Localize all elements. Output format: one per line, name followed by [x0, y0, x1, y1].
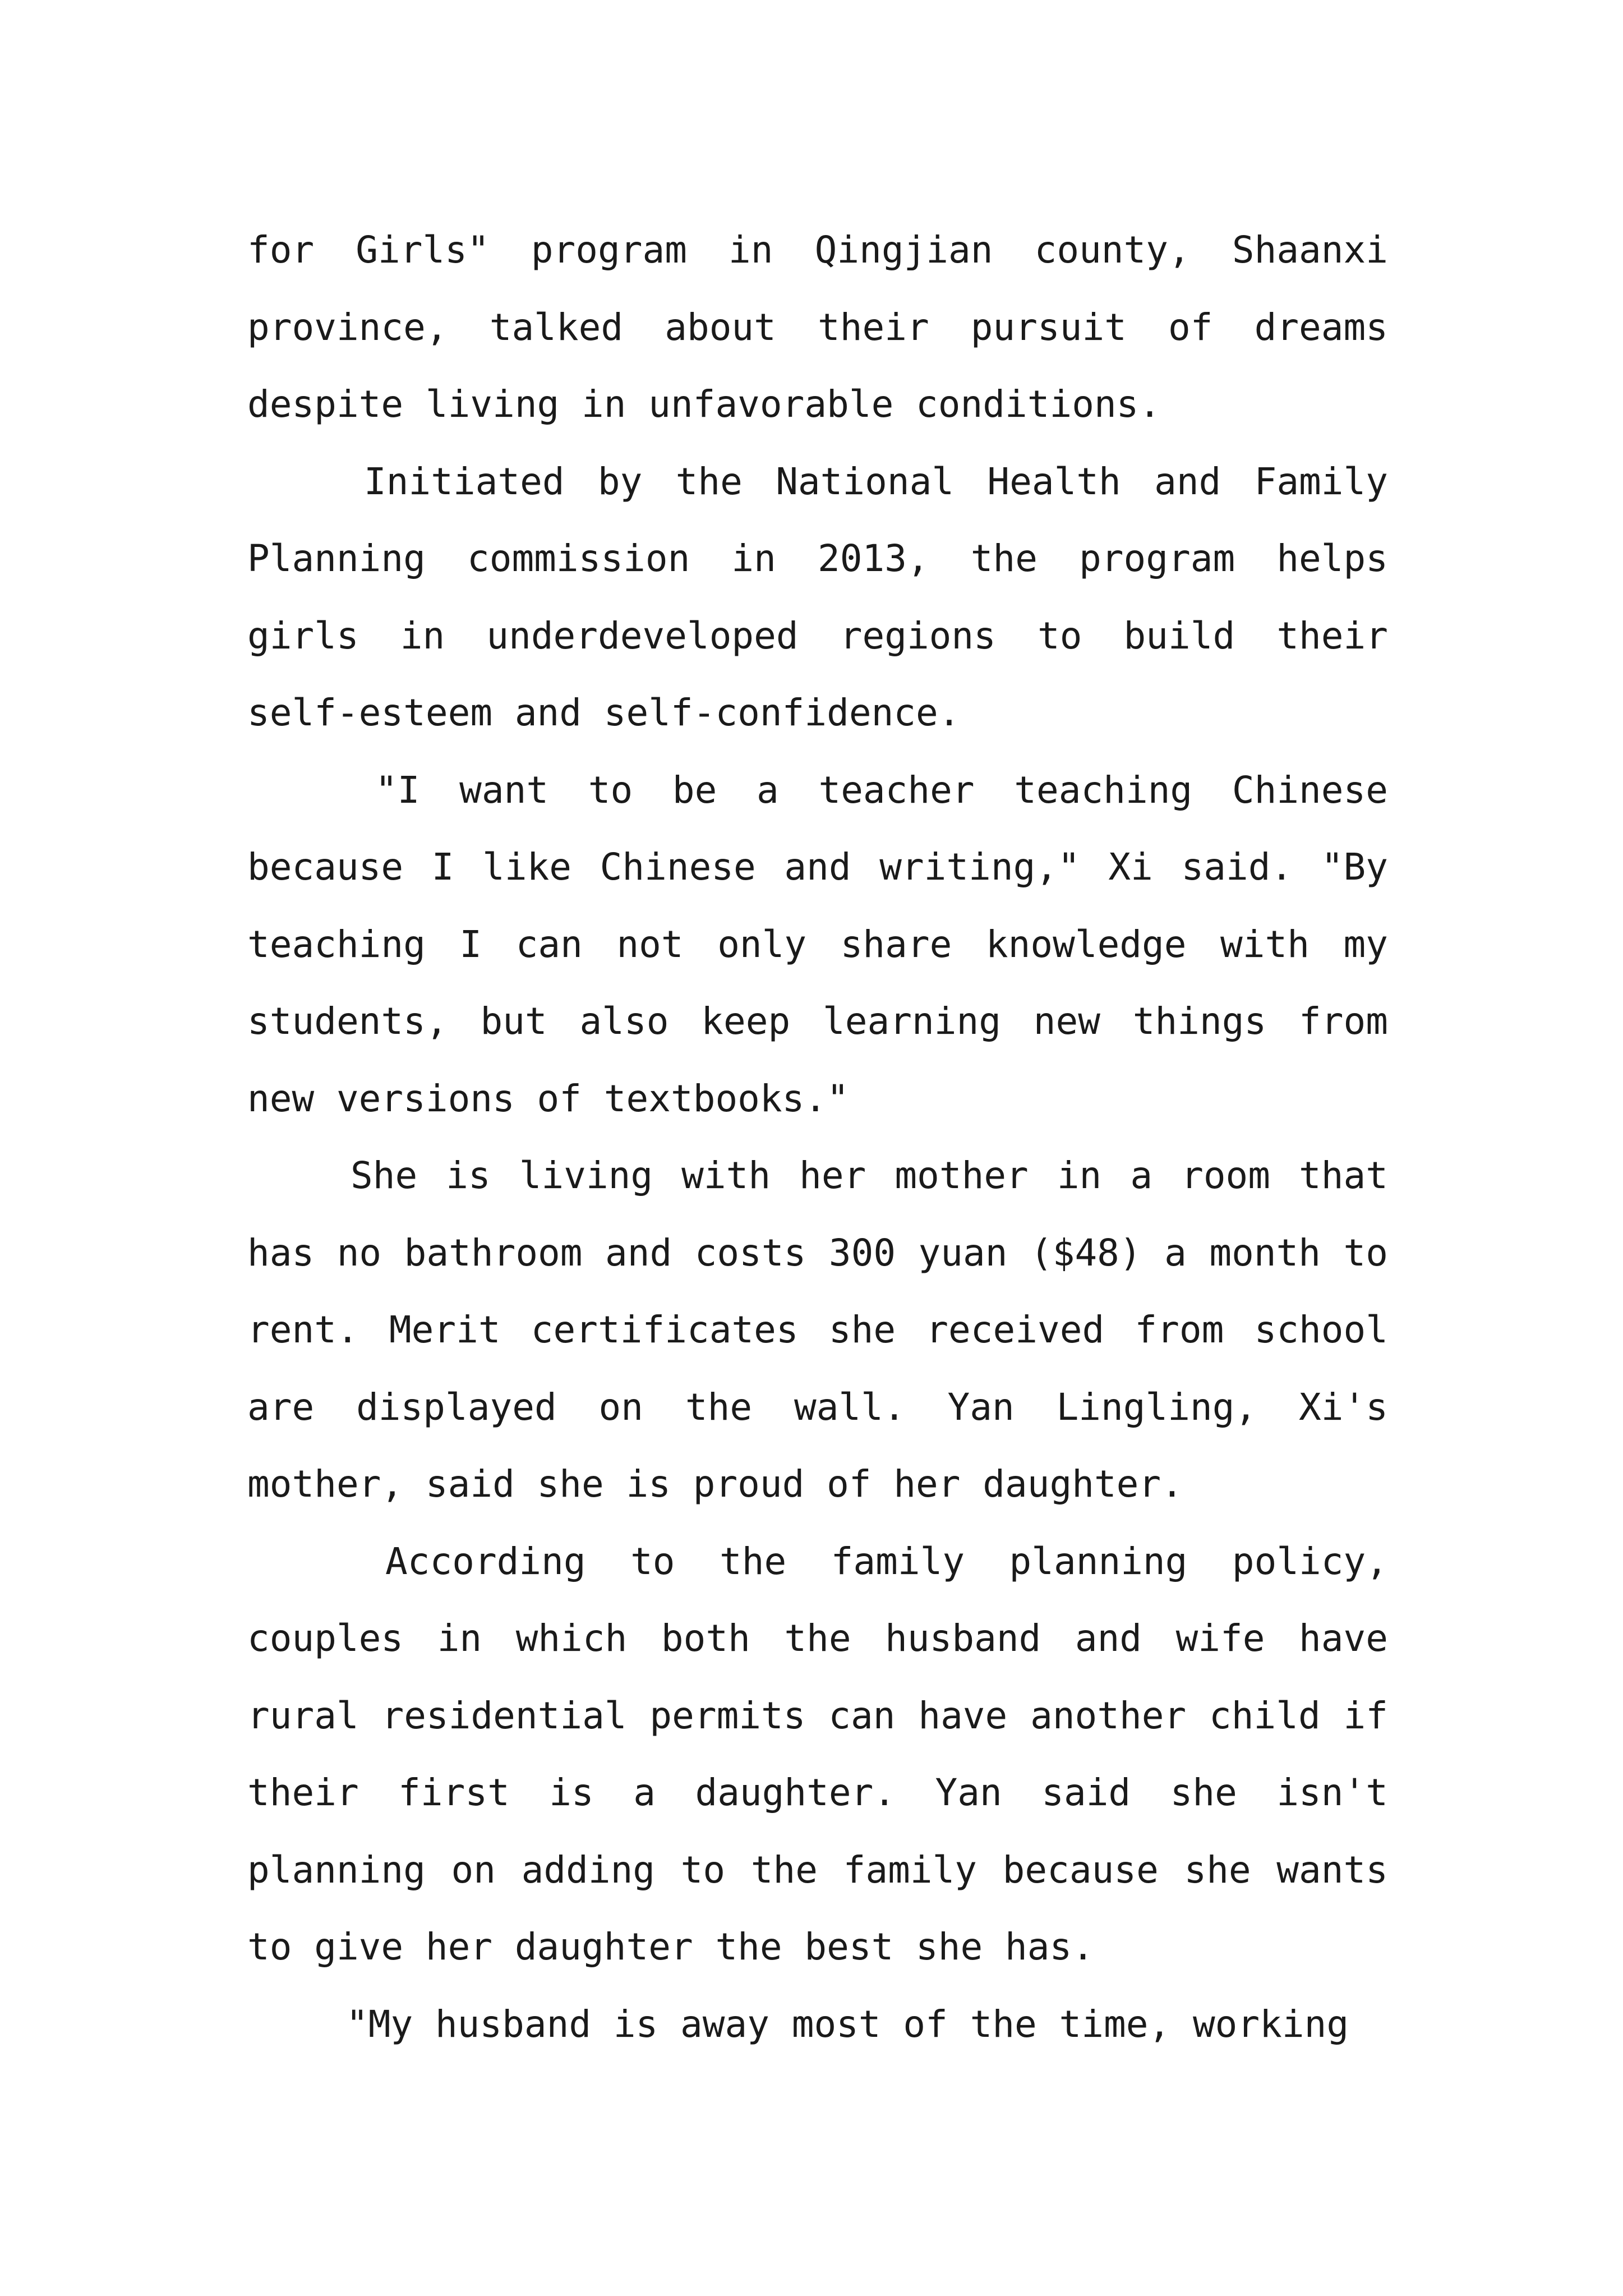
paragraph: She is living with her mother in a room that has no bathroom and costs 300 yuan ($48) a month to rent. Merit certificates she received from school are displayed on the wall. Yan Lingling, Xi's mother, said she is proud of her daughter. [247, 1154, 1388, 1506]
paragraph: According to the family planning policy, couples in which both the husband and wife have rural residential permits can have another child if their first is a daughter. Yan said she isn't planning on adding to the family because she wants to give her daughter the best she has. [247, 1539, 1388, 1968]
article-body [247, 211, 1388, 2063]
paragraph: for Girls" program in Qingjian county, Shaanxi province, talked about their pursuit of dreams despite living in unfavorable conditions. [247, 228, 1388, 426]
paragraph: Initiated by the National Health and Family Planning commission in 2013, the program helps girls in underdeveloped regions to build their self-esteem and self-confidence. [247, 459, 1388, 734]
paragraph: "I want to be a teacher teaching Chinese because I like Chinese and writing," Xi said. "By teaching I can not only share knowledge with my students, but also keep learning new things from new versions of textbooks." [247, 768, 1388, 1120]
paragraph: "My husband is away most of the time, working [346, 2002, 1349, 2046]
